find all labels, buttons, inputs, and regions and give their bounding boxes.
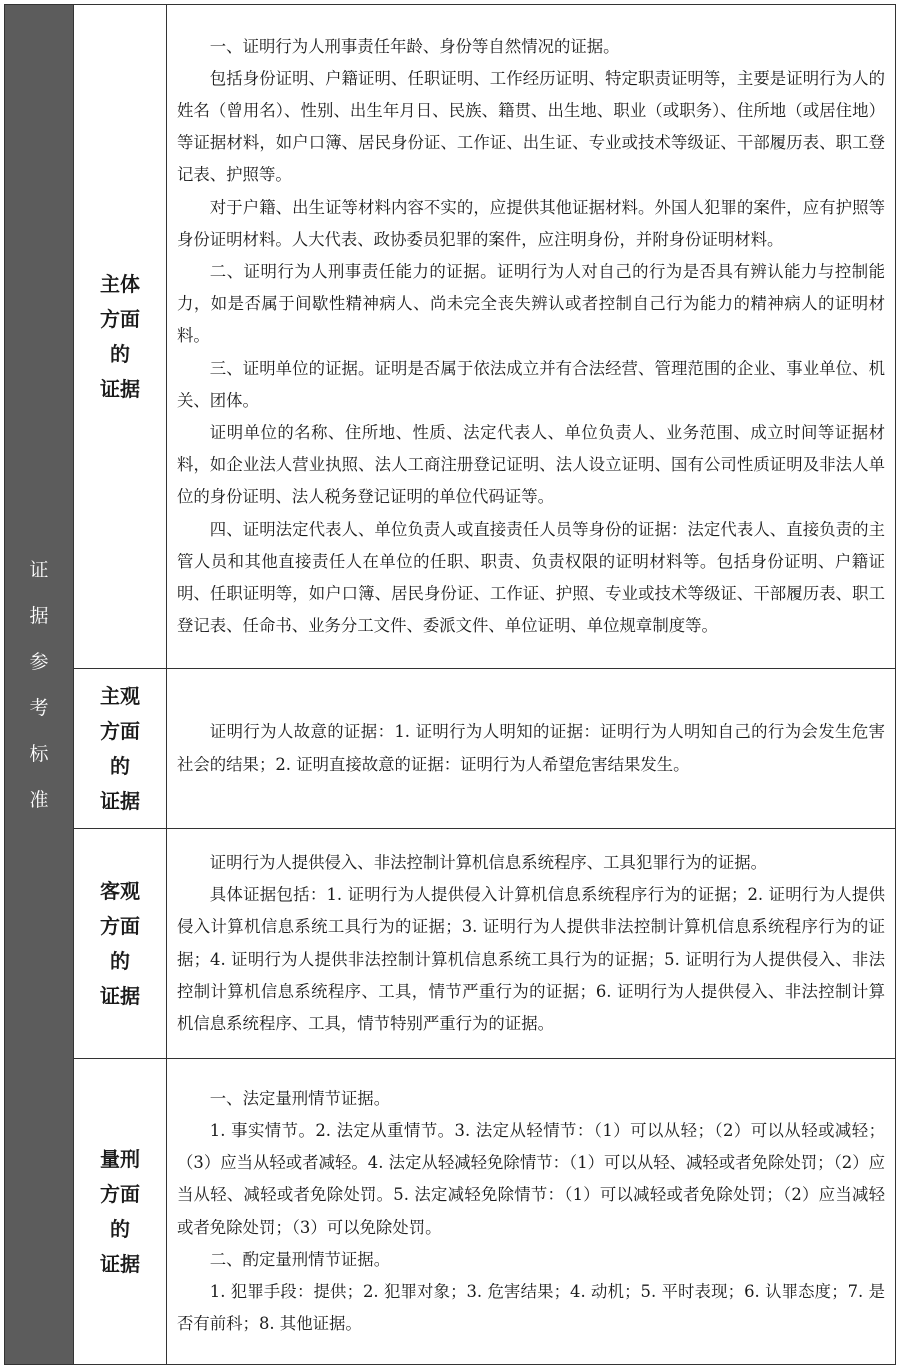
paragraph: 对于户籍、出生证等材料内容不实的，应提供其他证据材料。外国人犯罪的案件，应有护照等身份证明材料。人大代表、政协委员犯罪的案件，应注明身份，并附身份证明材料。 [177,197,885,249]
paragraph: 具体证据包括：1. 证明行为人提供侵入计算机信息系统程序行为的证据；2. 证明行为人提供侵入计算机信息系统工具行为的证据；3. 证明行为人提供非法控制计算机信息系统程序行为的证据；4. 证明行为人提供非法控制计算机信息系统工具行为的证据；5. 证明行为人提供侵入、非法控制计算机信息系统程序、工具，情节严重行为的证据；6. 证明行为人提供侵入、非法控制计算机信息系统程序、工具，情节特别严重行为的证据。 [177,885,885,1033]
table-row [5,669,896,829]
category-line: 证据 [100,983,140,1008]
category-subject [74,5,167,669]
category-subjective [74,669,167,829]
paragraph: 证明单位的名称、住所地、性质、法定代表人、单位负责人、业务范围、成立时间等证据材料，如企业法人营业执照、法人工商注册登记证明、法人设立证明、国有公司性质证明及非法人单位的身份证明、法人税务登记证明的单位代码证等。 [177,423,885,507]
paragraph: 一、证明行为人刑事责任年龄、身份等自然情况的证据。 [209,36,620,56]
content-objective [167,829,896,1059]
category-line: 方面 [100,913,140,938]
category-line: 主观 [100,683,140,708]
category-line: 证据 [100,376,140,401]
category-objective [74,829,167,1059]
category-line: 方面 [100,718,140,743]
side-label [5,5,74,1365]
side-label-char: 考 [29,696,49,719]
paragraph: 1. 事实情节。2. 法定从重情节。3. 法定从轻情节：（1）可以从轻；（2）可以从轻或减轻；（3）应当从轻或者减轻。4. 法定从轻减轻免除情节：（1）可以从轻、减轻或者免除处罚；（2）应当从轻、减轻或者免除处罚。5. 法定减轻免除情节：（1）可以减轻或者免除处罚；（2）应当减轻或者免除处罚；（3）可以免除处罚。 [177,1120,885,1237]
category-line: 的 [110,948,130,973]
category-line: 证据 [100,788,140,813]
table-row [5,5,896,669]
category-line: 证据 [100,1251,140,1276]
content-subjective [167,669,896,829]
category-line: 的 [110,341,130,366]
table-row [5,1059,896,1365]
category-line: 客观 [100,878,140,903]
category-line: 的 [110,753,130,778]
evidence-standard-table [4,4,896,1365]
category-line: 量刑 [100,1146,140,1171]
side-label-char: 参 [29,650,49,673]
paragraph: 证明行为人提供侵入、非法控制计算机信息系统程序、工具犯罪行为的证据。 [209,852,768,872]
content-subject [167,5,896,669]
paragraph: 1. 犯罪手段：提供；2. 犯罪对象；3. 危害结果；4. 动机；5. 平时表现；6. 认罪态度；7. 是否有前科；8. 其他证据。 [177,1281,885,1334]
side-label-char: 证 [29,558,49,581]
side-label-char: 准 [29,788,49,811]
paragraph: 三、证明单位的证据。证明是否属于依法成立并有合法经营、管理范围的企业、事业单位、机关、团体。 [177,358,885,410]
side-label-char: 据 [29,604,49,627]
paragraph: 证明行为人故意的证据：1. 证明行为人明知的证据：证明行为人明知自己的行为会发生危害社会的结果；2. 证明直接故意的证据：证明行为人希望危害结果发生。 [177,722,885,774]
category-line: 主体 [100,271,140,296]
paragraph: 四、证明法定代表人、单位负责人或直接责任人员等身份的证据：法定代表人、直接负责的主管人员和其他直接责任人在单位的任职、职责、负责权限的证明材料等。包括身份证明、户籍证明、任职证明等，如户口簿、居民身份证、工作证、护照、专业或技术等级证、干部履历表、职工登记表、任命书、业务分工文件、委派文件、单位证明、单位规章制度等。 [177,519,885,636]
content-sentencing [167,1059,896,1365]
paragraph: 包括身份证明、户籍证明、任职证明、工作经历证明、特定职责证明等，主要是证明行为人的姓名（曾用名）、性别、出生年月日、民族、籍贯、出生地、职业（或职务）、住所地（或居住地）等证据材料，如户口簿、居民身份证、工作证、出生证、专业或技术等级证、干部履历表、职工登记表、护照等。 [177,68,885,185]
side-label-char: 标 [29,742,49,765]
category-sentencing [74,1059,167,1365]
paragraph: 一、法定量刑情节证据。 [209,1088,391,1108]
category-line: 方面 [100,306,140,331]
paragraph: 二、酌定量刑情节证据。 [209,1249,391,1269]
table-row [5,829,896,1059]
category-line: 的 [110,1216,130,1241]
category-line: 方面 [100,1181,140,1206]
paragraph: 二、证明行为人刑事责任能力的证据。证明行为人对自己的行为是否具有辨认能力与控制能力，如是否属于间歇性精神病人、尚未完全丧失辨认或者控制自己行为能力的精神病人的证明材料。 [177,261,885,346]
